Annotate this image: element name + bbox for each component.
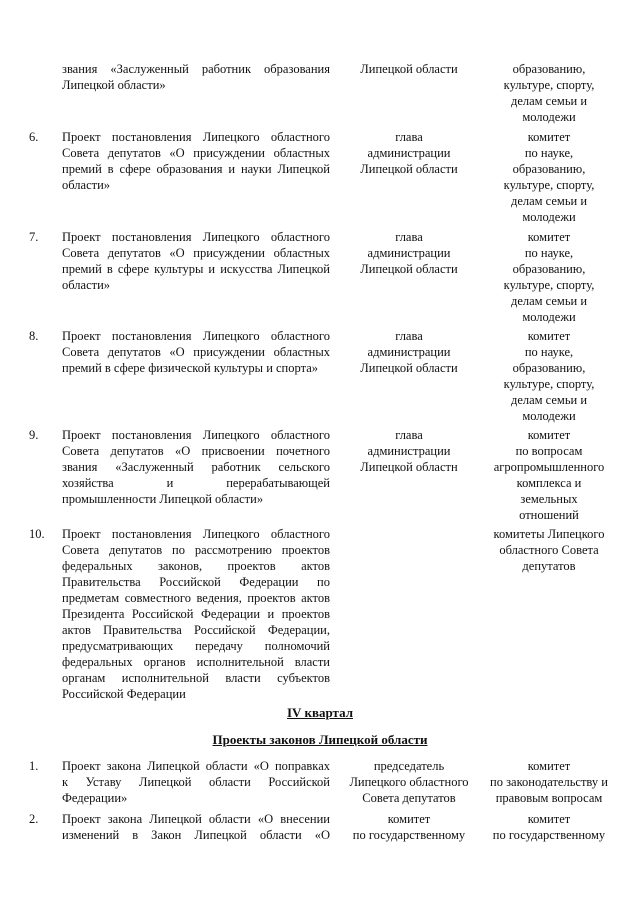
row-committee [484, 61, 614, 125]
row-responsible [343, 229, 475, 277]
committee-line: агропромышленного [493, 460, 605, 474]
row-committee [484, 229, 614, 325]
row-number: 8. [29, 329, 39, 343]
title-line: Совета депутатов «О присуждении областных [62, 146, 330, 160]
title-line: федеральных законов, проектов актов [62, 559, 330, 573]
committee-line: делам семьи и [510, 194, 588, 208]
row-title [62, 758, 330, 806]
responsible-line: глава [395, 428, 423, 442]
row-title [62, 61, 330, 93]
row-number: 10. [29, 527, 45, 541]
row-number: 6. [29, 130, 39, 144]
section-laws-heading: Проекты законов Липецкой области [212, 732, 428, 747]
title-line: промышленности Липецкой области» [62, 492, 264, 506]
row-number: 2. [29, 812, 39, 826]
title-line: Правительства Российской Федерации по [62, 575, 330, 589]
committee-line: по науке, [524, 146, 574, 160]
committee-line: комитет [527, 812, 571, 826]
committee-line: комитет [527, 130, 571, 144]
row-responsible [343, 811, 475, 843]
committee-line: молодежи [522, 409, 576, 423]
row-responsible [343, 129, 475, 177]
committee-line: культуре, спорту, [503, 278, 595, 292]
title-line: Проект закона Липецкой области «О внесении [62, 812, 330, 826]
title-line: премий в сфере культуры и искусства Липецкой [62, 262, 330, 276]
committee-line: молодежи [522, 210, 576, 224]
responsible-line: Липецкой области [360, 262, 458, 276]
title-line: Президента Российской Федерации и проектов [62, 607, 330, 621]
committee-line: областного Совета [499, 543, 599, 557]
responsible-line: администрации [367, 345, 451, 359]
committee-line: образованию, [512, 262, 586, 276]
title-line: Совета депутатов «О присвоении почетного [62, 444, 330, 458]
row-title [62, 811, 330, 843]
row-responsible [343, 328, 475, 376]
title-line: предметам совместного ведения, проектов актов [62, 591, 330, 605]
title-line: премий в сфере физической культуры и спорта» [62, 361, 318, 375]
committee-line: делам семьи и [510, 393, 588, 407]
title-line: органам исполнительной власти субъектов [62, 671, 330, 685]
committee-line: комитет [527, 759, 571, 773]
title-line: федеральных органов исполнительной власти [62, 655, 330, 669]
row-committee [484, 758, 614, 806]
title-line: Липецкой области» [62, 78, 166, 92]
title-line: Проект постановления Липецкого областного [62, 130, 330, 144]
committee-line: образованию, [512, 62, 586, 76]
committee-line: комитет [527, 230, 571, 244]
committee-line: культуре, спорту, [503, 377, 595, 391]
responsible-line: по государственному [352, 828, 466, 842]
title-line: Совета депутатов «О присуждении областных [62, 246, 330, 260]
title-line: Совета депутатов по рассмотрению проектов [62, 543, 330, 557]
committee-line: правовым вопросам [495, 791, 603, 805]
row-committee [484, 427, 614, 523]
committee-line: делам семьи и [510, 294, 588, 308]
title-line: предусматривающих передачу полномочий [62, 639, 330, 653]
responsible-line: глава [395, 130, 423, 144]
row-number: 1. [29, 759, 39, 773]
committee-line: по науке, [524, 345, 574, 359]
title-line: Федерации» [62, 791, 128, 805]
responsible-line: Липецкой областн [360, 460, 458, 474]
title-line: области» [62, 278, 111, 292]
row-committee [484, 129, 614, 225]
title-line: звания «Заслуженный работник образования [62, 62, 330, 76]
row-responsible [343, 758, 475, 806]
responsible-line: глава [395, 230, 423, 244]
title-line: премий в сфере образования и науки Липецкой [62, 162, 330, 176]
committee-line: комплекса и [516, 476, 582, 490]
committee-line: отношений [519, 508, 579, 522]
committee-line: депутатов [522, 559, 576, 573]
title-line: Проект постановления Липецкого областного [62, 428, 330, 442]
row-number: 9. [29, 428, 39, 442]
row-title [62, 328, 330, 376]
responsible-line: администрации [367, 246, 451, 260]
title-line: Проект постановления Липецкого областного [62, 527, 330, 541]
committee-line: образованию, [512, 361, 586, 375]
responsible-line: администрации [367, 146, 451, 160]
committee-line: по вопросам [515, 444, 583, 458]
responsible-line: администрации [367, 444, 451, 458]
committee-line: молодежи [522, 110, 576, 124]
title-line: Российской Федерации [62, 687, 186, 701]
section-quarter-heading: IV квартал [287, 705, 353, 720]
committee-line: комитеты Липецкого [493, 527, 605, 541]
committee-line: молодежи [522, 310, 576, 324]
title-line: хозяйства и перерабатывающей [62, 476, 330, 490]
responsible-line: Липецкой области [360, 361, 458, 375]
title-line: Проект постановления Липецкого областного [62, 230, 330, 244]
committee-line: культуре, спорту, [503, 178, 595, 192]
title-line: изменений в Закон Липецкой области «О [62, 828, 330, 842]
title-line: звания «Заслуженный работник сельского [62, 460, 330, 474]
committee-line: по государственному [492, 828, 606, 842]
row-committee [484, 811, 614, 843]
row-committee [484, 526, 614, 574]
responsible-line: председатель [373, 759, 445, 773]
responsible-line: Совета депутатов [362, 791, 456, 805]
title-line: области» [62, 178, 111, 192]
row-title [62, 129, 330, 193]
title-line: Проект закона Липецкой области «О поправках [62, 759, 330, 773]
title-line: актов Правительства Российской Федерации, [62, 623, 330, 637]
committee-line: земельных [520, 492, 578, 506]
responsible-line: Липецкой области [360, 162, 458, 176]
committee-line: комитет [527, 329, 571, 343]
row-title [62, 526, 330, 702]
responsible-line: комитет [387, 812, 431, 826]
title-line: к Уставу Липецкой области Российской [62, 775, 330, 789]
row-number: 7. [29, 230, 39, 244]
title-line: Проект постановления Липецкого областного [62, 329, 330, 343]
committee-line: образованию, [512, 162, 586, 176]
committee-line: делам семьи и [510, 94, 588, 108]
committee-line: по науке, [524, 246, 574, 260]
responsible-line: глава [395, 329, 423, 343]
responsible-line: Липецкого областного [349, 775, 469, 789]
row-responsible [343, 427, 475, 475]
row-title [62, 229, 330, 293]
committee-line: по законодательству и [490, 775, 608, 789]
committee-line: комитет [527, 428, 571, 442]
responsible-line: Липецкой области [360, 62, 458, 76]
row-committee [484, 328, 614, 424]
row-title [62, 427, 330, 507]
row-responsible [343, 61, 475, 77]
committee-line: культуре, спорту, [503, 78, 595, 92]
title-line: Совета депутатов «О присуждении областных [62, 345, 330, 359]
